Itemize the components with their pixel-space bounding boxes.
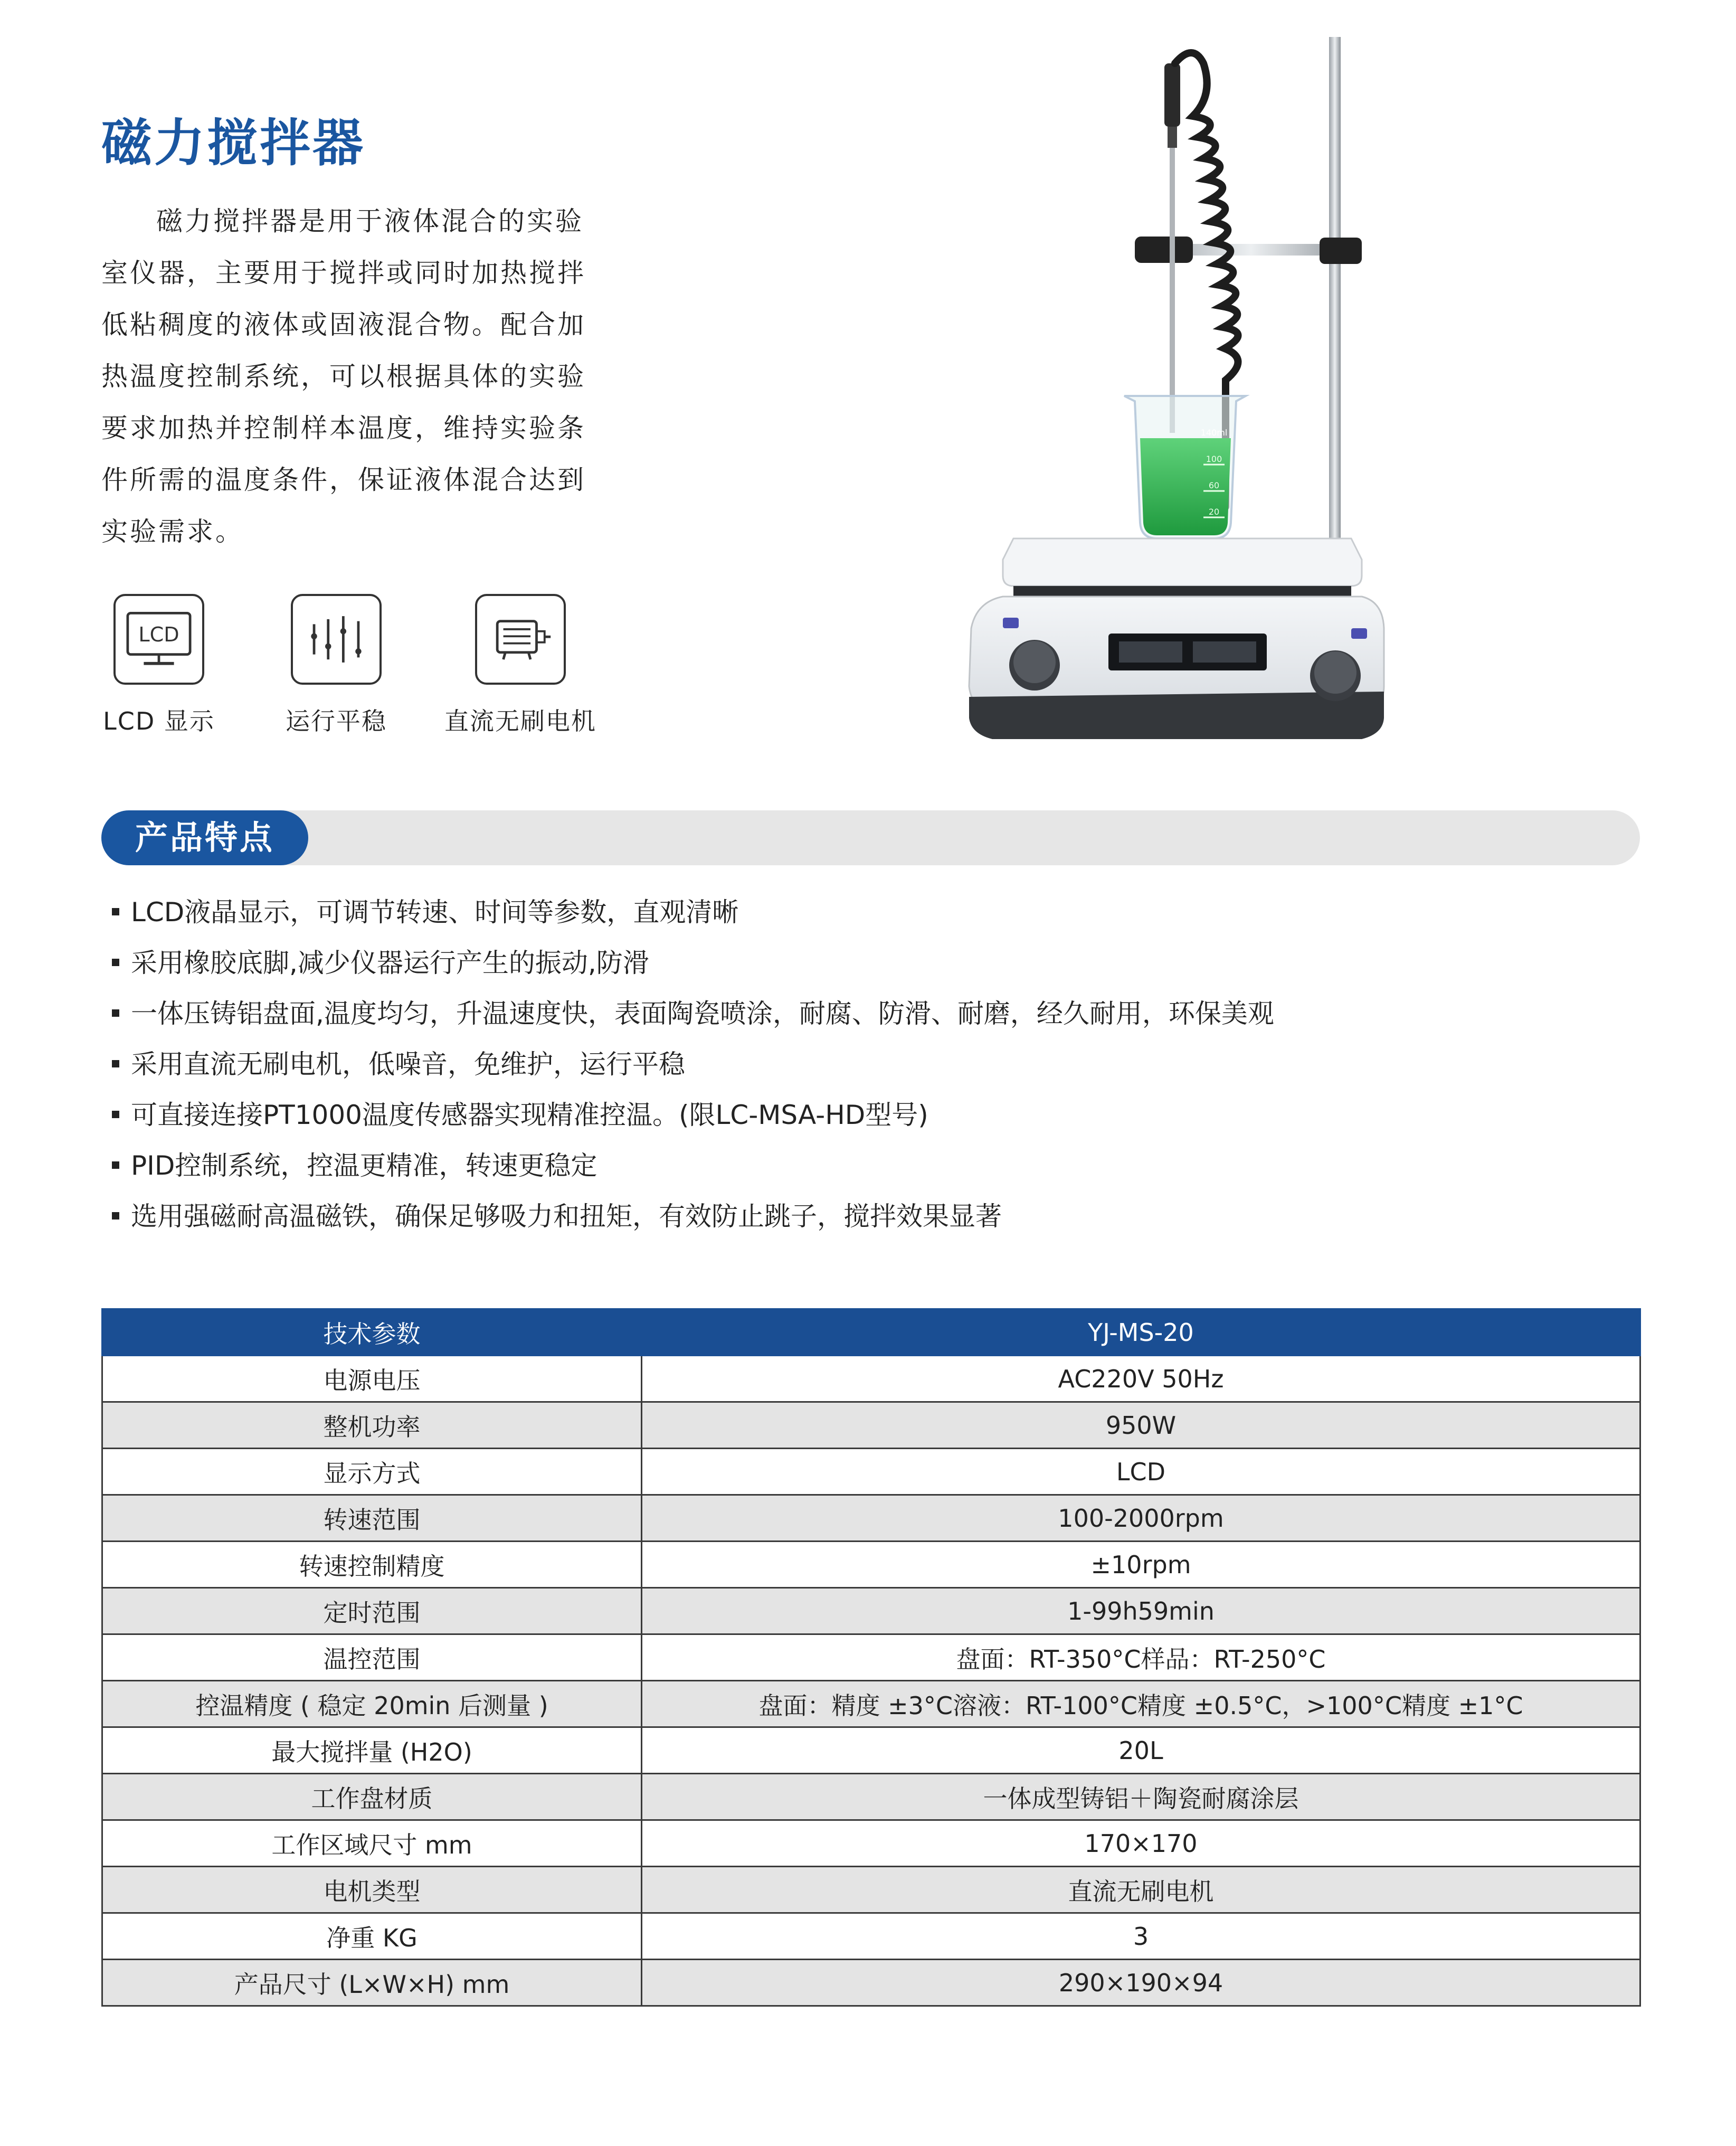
list-item: 一体压铸铝盘面,温度均匀，升温速度快，表面陶瓷喷涂，耐腐、防滑、耐磨，经久耐用，环保美观 [112,988,1274,1039]
beaker-mark-140: 140ml [1200,428,1228,438]
param-cell: 整机功率 [102,1402,642,1449]
param-cell: 电机类型 [102,1867,642,1913]
value-cell: AC220V 50Hz [642,1356,1640,1402]
list-item: 可直接连接PT1000温度传感器实现精准控温。(限LC-MSA-HD型号) [112,1090,1274,1140]
value-cell: 20L [642,1727,1640,1774]
beaker-mark-100: 100 [1206,454,1222,464]
spec-table [101,1308,1641,2007]
table-row [102,1867,1640,1913]
table-row [102,1727,1640,1774]
value-cell: 170×170 [642,1820,1640,1867]
table-row [102,1913,1640,1960]
table-row [102,1634,1640,1681]
table-row [102,1449,1640,1495]
value-cell: 直流无刷电机 [642,1867,1640,1913]
table-row [102,1356,1640,1402]
table-header-param: 技术参数 [102,1309,642,1356]
param-cell: 控温精度 ( 稳定 20min 后测量 ) [102,1681,642,1727]
table-row [102,1542,1640,1588]
value-cell: 盘面：RT-350°C样品：RT-250°C [642,1634,1640,1681]
param-cell: 转速范围 [102,1495,642,1542]
value-cell: LCD [642,1449,1640,1495]
param-cell: 转速控制精度 [102,1542,642,1588]
list-item: LCD液晶显示，可调节转速、时间等参数，直观清晰 [112,887,1274,938]
param-cell: 工作区域尺寸 mm [102,1820,642,1867]
param-cell: 最大搅拌量 (H2O) [102,1727,642,1774]
table-row [102,1588,1640,1634]
table-header-model: YJ-MS-20 [642,1309,1640,1356]
list-item: 选用强磁耐高温磁铁，确保足够吸力和扭矩，有效防止跳子，搅拌效果显著 [112,1191,1274,1242]
param-cell: 定时范围 [102,1588,642,1634]
table-row [102,1495,1640,1542]
intro-paragraph: 磁力搅拌器是用于液体混合的实验室仪器，主要用于搅拌或同时加热搅拌低粘稠度的液体或固液混合物。配合加热温度控制系统，可以根据具体的实验要求加热并控制样本温度，维持实验条件所需的温度条件，保证液体混合达到实验需求。 [101,206,586,547]
value-cell: 100-2000rpm [642,1495,1640,1542]
page-title: 磁力搅拌器 [101,114,365,173]
param-cell: 电源电压 [102,1356,642,1402]
value-cell: 一体成型铸铝＋陶瓷耐腐涂层 [642,1774,1640,1820]
lcd-icon-glyph: LCD [138,622,179,646]
product-image [876,32,1393,760]
value-cell: ±10rpm [642,1542,1640,1588]
value-cell: 盘面：精度 ±3°C溶液：RT-100°C精度 ±0.5°C，>100°C精度 ±1°C [642,1681,1640,1727]
section-band [101,810,1640,865]
beaker-mark-20: 20 [1208,507,1220,517]
param-cell: 净重 KG [102,1913,642,1960]
list-item: 采用橡胶底脚,减少仪器运行产生的振动,防滑 [112,938,1274,988]
lcd-monitor-icon [113,594,204,685]
table-row [102,1681,1640,1727]
section-title: 产品特点 [101,810,308,865]
table-row [102,1774,1640,1820]
table-row [102,1820,1640,1867]
motor-icon [475,594,566,685]
table-row [102,1402,1640,1449]
sliders-icon [291,594,382,685]
value-cell: 1-99h59min [642,1588,1640,1634]
table-header-row [102,1309,1640,1356]
list-item: PID控制系统，控温更精准，转速更稳定 [112,1140,1274,1191]
value-cell: 3 [642,1913,1640,1960]
value-cell: 290×190×94 [642,1960,1640,2006]
feature-list [112,887,1274,1242]
param-cell: 工作盘材质 [102,1774,642,1820]
param-cell: 产品尺寸 (L×W×H) mm [102,1960,642,2006]
param-cell: 显示方式 [102,1449,642,1495]
feature-label-motor: 直流无刷电机 [444,707,596,735]
value-cell: 950W [642,1402,1640,1449]
param-cell: 温控范围 [102,1634,642,1681]
feature-label-lcd: LCD 显示 [103,707,215,735]
table-row [102,1960,1640,2006]
beaker-mark-60: 60 [1208,480,1220,490]
feature-label-stable: 运行平稳 [286,707,387,735]
list-item: 采用直流无刷电机，低噪音，免维护，运行平稳 [112,1039,1274,1090]
